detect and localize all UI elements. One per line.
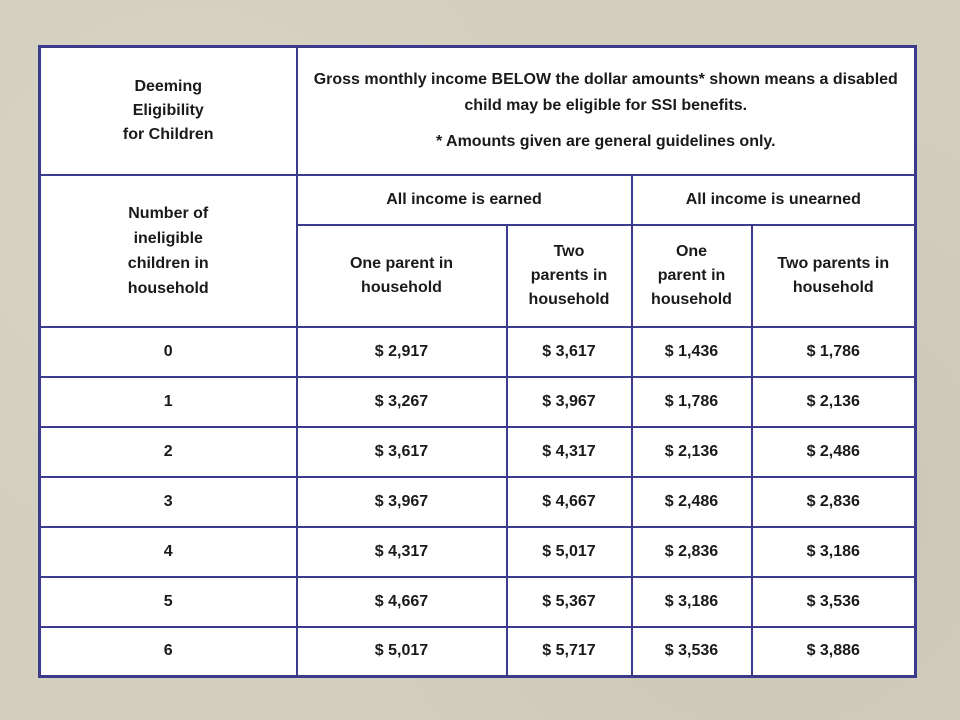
unearned-one-parent-cell: $ 2,136: [632, 427, 752, 477]
children-count-cell: 2: [40, 427, 297, 477]
earned-two-parents-cell: $ 4,317: [507, 427, 632, 477]
children-count-cell: 5: [40, 577, 297, 627]
eligibility-note: [297, 47, 916, 175]
earned-one-parent-cell: $ 3,267: [297, 377, 507, 427]
unearned-income-header: All income is unearned: [632, 175, 916, 225]
earned-two-parents-cell: $ 5,017: [507, 527, 632, 577]
row-label-line: ineligible: [133, 229, 203, 247]
sub-header-line: parent in: [657, 266, 726, 284]
title-line: for Children: [122, 125, 214, 143]
title-line: Deeming: [134, 77, 203, 95]
table-row: [40, 327, 916, 377]
unearned-two-parents-cell: $ 3,186: [752, 527, 916, 577]
children-count-cell: 1: [40, 377, 297, 427]
title-row: [40, 47, 916, 175]
unearned-one-parent-cell: $ 2,836: [632, 527, 752, 577]
table-row: [40, 577, 916, 627]
row-label-line: Number of: [128, 204, 209, 222]
sub-header-line: household: [361, 278, 442, 296]
earned-one-parent-cell: $ 5,017: [297, 627, 507, 677]
sub-header-line: household: [651, 290, 732, 308]
unearned-one-parent-cell: $ 1,436: [632, 327, 752, 377]
sub-header-line: One parent in: [349, 254, 454, 272]
unearned-one-parent-cell: $ 3,536: [632, 627, 752, 677]
earned-two-parents-cell: $ 3,967: [507, 377, 632, 427]
unearned-one-parent-cell: $ 3,186: [632, 577, 752, 627]
earned-one-parent-cell: $ 3,617: [297, 427, 507, 477]
unearned-one-parent-header: [632, 225, 752, 327]
eligibility-note-text: Gross monthly income BELOW the dollar amounts* shown means a disabled child may be eligible for SSI benefits.: [313, 70, 898, 114]
deeming-eligibility-table: [38, 45, 917, 678]
unearned-two-parents-cell: $ 2,836: [752, 477, 916, 527]
earned-one-parent-cell: $ 4,317: [297, 527, 507, 577]
earned-one-parent-cell: $ 3,967: [297, 477, 507, 527]
table-row: [40, 527, 916, 577]
guideline-footnote: * Amounts given are general guidelines only.: [435, 132, 776, 150]
unearned-two-parents-cell: $ 2,136: [752, 377, 916, 427]
table-row: [40, 427, 916, 477]
row-label-line: household: [127, 279, 209, 297]
row-label-header: [40, 175, 297, 327]
unearned-two-parents-cell: $ 2,486: [752, 427, 916, 477]
unearned-one-parent-cell: $ 2,486: [632, 477, 752, 527]
sub-header-line: One: [675, 242, 708, 260]
children-count-cell: 6: [40, 627, 297, 677]
earned-one-parent-cell: $ 2,917: [297, 327, 507, 377]
earned-two-parents-header: [507, 225, 632, 327]
children-count-cell: 3: [40, 477, 297, 527]
table-row: [40, 627, 916, 677]
earned-two-parents-cell: $ 4,667: [507, 477, 632, 527]
unearned-two-parents-cell: $ 1,786: [752, 327, 916, 377]
earned-one-parent-header: [297, 225, 507, 327]
sub-header-line: Two parents in: [777, 254, 890, 272]
table-row: [40, 477, 916, 527]
unearned-one-parent-cell: $ 1,786: [632, 377, 752, 427]
group-header-row: [40, 175, 916, 225]
title-line: Eligibility: [132, 101, 204, 119]
table-title: [40, 47, 297, 175]
table-row: [40, 377, 916, 427]
earned-one-parent-cell: $ 4,667: [297, 577, 507, 627]
sub-header-line: household: [528, 290, 610, 308]
earned-income-header: All income is earned: [297, 175, 632, 225]
sub-header-line: Two: [553, 242, 585, 260]
children-count-cell: 0: [40, 327, 297, 377]
earned-two-parents-cell: $ 5,717: [507, 627, 632, 677]
unearned-two-parents-cell: $ 3,536: [752, 577, 916, 627]
row-label-line: children in: [127, 254, 209, 272]
sub-header-line: parents in: [530, 266, 608, 284]
earned-two-parents-cell: $ 5,367: [507, 577, 632, 627]
children-count-cell: 4: [40, 527, 297, 577]
unearned-two-parents-cell: $ 3,886: [752, 627, 916, 677]
sub-header-line: household: [792, 278, 874, 296]
unearned-two-parents-header: [752, 225, 916, 327]
earned-two-parents-cell: $ 3,617: [507, 327, 632, 377]
